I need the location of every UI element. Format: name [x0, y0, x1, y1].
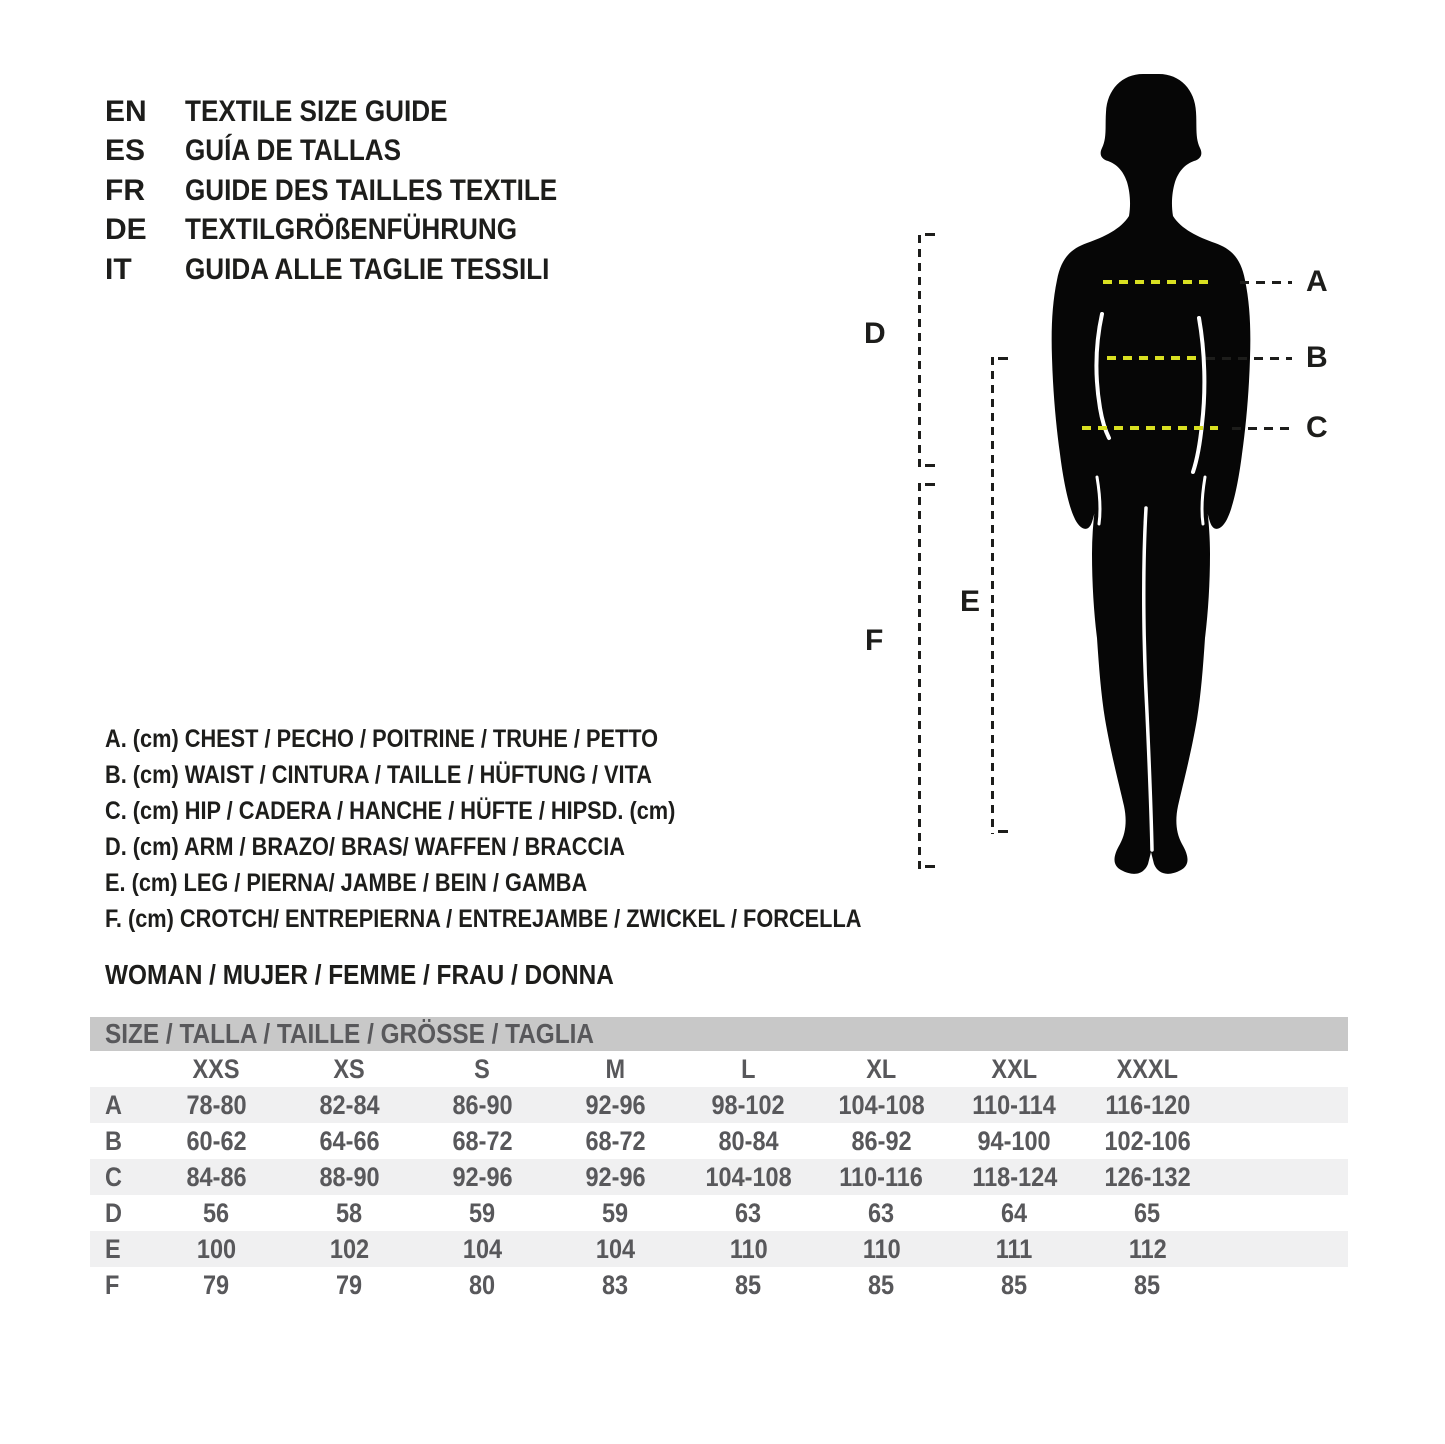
size-cell: 79 [203, 1269, 230, 1300]
size-cell: 85 [735, 1269, 762, 1300]
label-hip-c: C [1306, 411, 1328, 444]
waist-measure-dash [1107, 356, 1203, 360]
label-crotch-f: F [865, 624, 884, 657]
language-code: IT [105, 252, 132, 286]
guide-title: GUIDE DES TAILLES TEXTILE [185, 173, 558, 207]
column-header: XL [866, 1053, 897, 1084]
waist-leader-dash [1206, 357, 1292, 360]
size-cell: 100 [196, 1233, 237, 1264]
gender-section-title: WOMAN / MUJER / FEMME / FRAU / DONNA [105, 959, 614, 990]
row-label: B [105, 1125, 122, 1156]
size-cell: 110 [862, 1233, 901, 1264]
row-label: A [105, 1089, 122, 1120]
size-cell: 98-102 [711, 1089, 786, 1120]
size-cell: 82-84 [319, 1089, 380, 1120]
size-cell: 78-80 [186, 1089, 247, 1120]
description-crotch: F. (cm) CROTCH/ ENTREPIERNA / ENTREJAMBE / ZWICKEL / FORCELLA [105, 904, 862, 933]
size-cell: 104-108 [838, 1089, 925, 1120]
size-cell: 92-96 [585, 1161, 646, 1192]
chest-measure-dash [1103, 280, 1209, 284]
guide-title: TEXTILGRÖßENFÜHRUNG [185, 213, 518, 247]
size-cell: 112 [1128, 1233, 1167, 1264]
leg-extent-line [991, 357, 994, 834]
size-cell: 68-72 [585, 1125, 646, 1156]
language-code: DE [105, 213, 147, 247]
table-row-b [90, 1123, 1348, 1159]
size-cell: 84-86 [186, 1161, 247, 1192]
size-cell: 118-124 [972, 1161, 1057, 1192]
size-cell: 86-92 [851, 1125, 912, 1156]
size-cell: 86-90 [452, 1089, 513, 1120]
column-header: XXL [991, 1053, 1038, 1084]
size-cell: 85 [1001, 1269, 1028, 1300]
size-cell: 79 [336, 1269, 363, 1300]
guide-title: TEXTILE SIZE GUIDE [185, 94, 448, 128]
size-cell: 80 [469, 1269, 496, 1300]
description-leg: E. (cm) LEG / PIERNA/ JAMBE / BEIN / GAMBA [105, 868, 588, 897]
leg-extent-tick-bottom [998, 830, 1008, 833]
size-cell: 64 [1001, 1197, 1028, 1228]
table-row-a [90, 1087, 1348, 1123]
guide-title: GUIDA ALLE TAGLIE TESSILI [185, 252, 550, 286]
size-cell: 104 [595, 1233, 636, 1264]
size-cell: 63 [735, 1197, 762, 1228]
size-cell: 110-114 [972, 1089, 1057, 1120]
description-waist: B. (cm) WAIST / CINTURA / TAILLE / HÜFTUNG / VITA [105, 760, 652, 789]
language-code: FR [105, 173, 145, 207]
hip-measure-dash [1082, 426, 1218, 430]
size-table-header-bar: SIZE / TALLA / TAILLE / GRÖSSE / TAGLIA [90, 1017, 1348, 1051]
woman-silhouette-figure [1000, 58, 1300, 878]
size-cell: 68-72 [452, 1125, 513, 1156]
arm-extent-tick-top [925, 233, 935, 236]
size-cell: 92-96 [452, 1161, 513, 1192]
guide-title: GUÍA DE TALLAS [185, 134, 402, 168]
row-label: E [105, 1233, 121, 1264]
row-label: D [105, 1197, 122, 1228]
size-cell: 59 [469, 1197, 496, 1228]
column-header: XXS [192, 1053, 241, 1084]
size-cell: 111 [996, 1233, 1033, 1264]
size-cell: 80-84 [718, 1125, 779, 1156]
column-header: L [741, 1053, 756, 1084]
measurement-descriptions [105, 721, 974, 937]
size-cell: 59 [602, 1197, 629, 1228]
language-code: ES [105, 134, 146, 168]
row-label: F [105, 1269, 120, 1300]
arm-extent-tick-bottom [925, 464, 935, 467]
size-cell: 85 [1134, 1269, 1161, 1300]
size-cell: 104 [462, 1233, 503, 1264]
size-cell: 110-116 [839, 1161, 924, 1192]
size-cell: 102 [329, 1233, 370, 1264]
crotch-extent-tick-top [925, 483, 935, 486]
chest-leader-dash [1240, 281, 1292, 284]
table-row-c [90, 1159, 1348, 1195]
size-cell: 126-132 [1104, 1161, 1191, 1192]
label-waist-b: B [1306, 341, 1328, 374]
size-cell: 63 [868, 1197, 895, 1228]
arm-extent-line [918, 235, 921, 468]
size-cell: 56 [203, 1197, 230, 1228]
size-cell: 65 [1134, 1197, 1161, 1228]
description-chest: A. (cm) CHEST / PECHO / POITRINE / TRUHE / PETTO [105, 724, 659, 753]
size-cell: 116-120 [1105, 1089, 1190, 1120]
size-cell: 110 [729, 1233, 768, 1264]
hip-leader-dash [1232, 427, 1292, 430]
size-columns-row [90, 1051, 1348, 1087]
size-cell: 92-96 [585, 1089, 646, 1120]
label-leg-e: E [960, 585, 981, 618]
column-header: S [474, 1053, 491, 1084]
size-table [90, 1017, 1348, 1303]
size-cell: 85 [868, 1269, 895, 1300]
column-header: M [605, 1053, 626, 1084]
size-cell: 60-62 [186, 1125, 247, 1156]
label-chest-a: A [1306, 265, 1328, 298]
description-hip: C. (cm) HIP / CADERA / HANCHE / HÜFTE / HIPSD. (cm) [105, 796, 676, 825]
size-cell: 88-90 [319, 1161, 380, 1192]
size-cell: 102-106 [1104, 1125, 1191, 1156]
description-arm: D. (cm) ARM / BRAZO/ BRAS/ WAFFEN / BRACCIA [105, 832, 625, 861]
row-label: C [105, 1161, 122, 1192]
size-cell: 64-66 [319, 1125, 380, 1156]
table-row-e [90, 1231, 1348, 1267]
size-cell: 83 [602, 1269, 629, 1300]
label-arm-d: D [864, 317, 886, 350]
language-code: EN [105, 94, 147, 128]
table-row-f [90, 1267, 1348, 1303]
table-row-d [90, 1195, 1348, 1231]
column-header: XS [333, 1053, 366, 1084]
size-cell: 58 [336, 1197, 363, 1228]
size-cell: 104-108 [705, 1161, 792, 1192]
leg-extent-tick-top [998, 357, 1008, 360]
column-header: XXXL [1116, 1053, 1179, 1084]
size-cell: 94-100 [977, 1125, 1052, 1156]
